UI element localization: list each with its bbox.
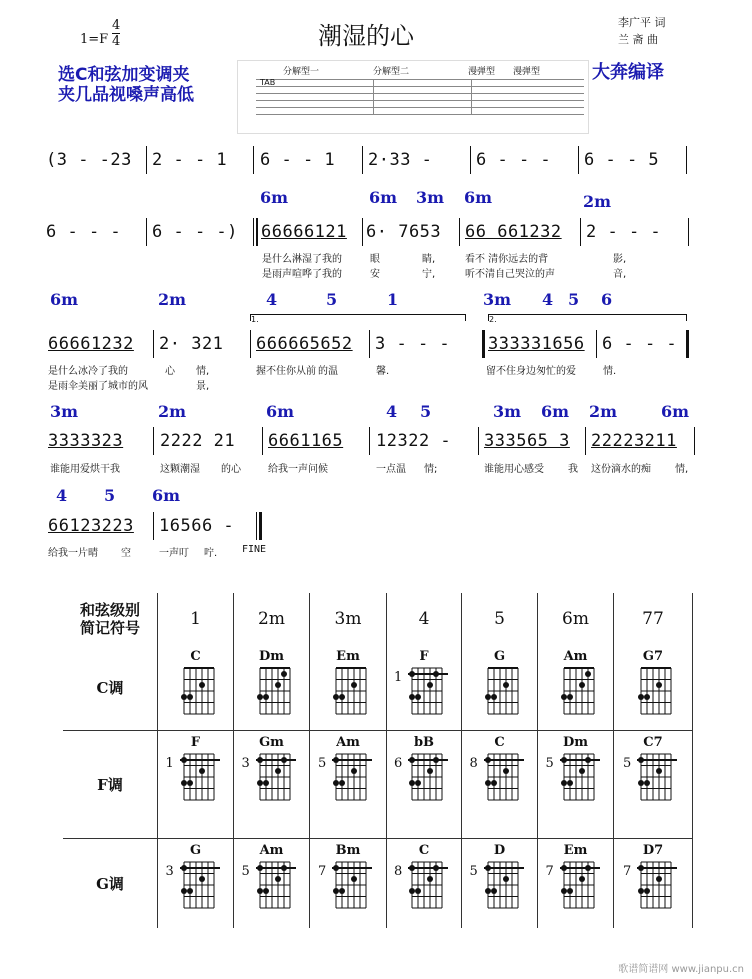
measure: 6 - - - [602, 334, 678, 354]
chord-symbol: 2m [158, 290, 187, 309]
fret-number: 7 [545, 863, 554, 879]
chord-symbol: 2m [158, 402, 187, 421]
fretboard-grid [484, 752, 524, 802]
degree-header: 1 [158, 593, 234, 645]
chord-symbol: 2m [589, 402, 618, 421]
lyric: 一声叮 [159, 548, 189, 559]
fret-number: 7 [318, 863, 327, 879]
measure: 6· 7653 [366, 222, 442, 242]
lyric: 我 [568, 464, 578, 475]
chord-name: D7 [642, 842, 664, 858]
chord-diagram [310, 645, 387, 730]
lyric: 给我一片晴 [48, 548, 98, 559]
chord-symbol: 6m [50, 290, 79, 309]
chord-diagram [387, 730, 462, 838]
chord-diagram [614, 730, 693, 838]
capo-note-1: 选C和弦加变调夹 [58, 65, 190, 85]
fret-number: 5 [241, 863, 250, 879]
lyric: 留不住身边匆忙的爱 [486, 366, 576, 377]
tab-label: 分解型一 [283, 67, 320, 77]
chord-diagram [234, 645, 310, 730]
key-row-label: C调 [63, 645, 158, 730]
lyric: 安 [370, 269, 380, 280]
chord-diagram [387, 645, 462, 730]
lyric: 睛, [422, 254, 436, 265]
fret-number: 8 [469, 755, 478, 771]
measure: 66661232 [48, 334, 134, 354]
chord-chart-table [63, 593, 693, 928]
chord-name: F [190, 734, 201, 750]
table-header-label [63, 593, 158, 645]
chord-symbol: 3m [493, 402, 522, 421]
measure: 3333323 [48, 431, 124, 451]
chord-diagram [310, 730, 387, 838]
measure: 6 - - 1 [260, 150, 336, 170]
lyric: 握不住你从前 [256, 366, 316, 377]
lyric: 心 [165, 366, 175, 377]
fretboard-grid [180, 752, 220, 802]
chord-symbol: 4 [386, 402, 398, 421]
lyric: 这份滴水的痴 [591, 464, 651, 475]
chord-name: F [419, 649, 429, 664]
degree-header: 4 [387, 593, 462, 645]
measure: 6 - - -) [152, 222, 238, 242]
lyric: 音, [613, 269, 627, 280]
lyric: 一点温 [376, 464, 406, 475]
measure: 6 - - - [46, 222, 122, 242]
chord-symbol: 4 [542, 290, 554, 309]
chord-diagram [538, 645, 614, 730]
chord-diagram [310, 838, 387, 928]
chord-symbol: 6m [369, 188, 398, 207]
lyric: 谁能用心感受 [484, 464, 544, 475]
chord-symbol: 5 [568, 290, 580, 309]
measure: 333565 3 [484, 431, 570, 451]
fretboard-grid [484, 666, 524, 716]
fret-number: 6 [394, 755, 403, 771]
fretboard-grid [637, 860, 677, 910]
fretboard-grid [408, 666, 448, 716]
measure: 2 - - - [586, 222, 662, 242]
chord-name: Bm [335, 842, 361, 858]
fretboard-grid [256, 666, 296, 716]
chord-diagram [234, 838, 310, 928]
guitar-tab-patterns [237, 60, 589, 134]
measure: 12322 - [376, 431, 452, 451]
time-top: 4 [112, 18, 121, 33]
key-signature: 1=F [80, 32, 109, 47]
degree-header: 2m [234, 593, 310, 645]
fine-marker: FINE [242, 544, 267, 555]
chord-diagram [158, 838, 234, 928]
measure: 3 - - - [375, 334, 451, 354]
lyric: 给我一声问候 [268, 464, 328, 475]
key-row-label: F调 [63, 730, 158, 838]
chord-name: Dm [562, 734, 589, 750]
lyric: 影, [613, 254, 627, 265]
fret-number: 8 [394, 863, 403, 879]
chord-symbol: 3m [483, 290, 512, 309]
chord-diagram [538, 838, 614, 928]
lyric: 是雨伞美丽了城市的风 [48, 381, 148, 392]
chord-symbol: 4 [56, 486, 68, 505]
degree-header: 77 [614, 593, 693, 645]
fret-number: 1 [165, 755, 174, 771]
chord-symbol: 6 [601, 290, 613, 309]
fret-number: 1 [394, 670, 403, 685]
volta-2: 2. [488, 314, 687, 321]
chord-name: bB [413, 734, 435, 750]
volta-1: 1. [250, 314, 466, 321]
chord-diagram [387, 838, 462, 928]
tab-label: 漫弹型 [468, 67, 496, 77]
chord-name: Dm [258, 649, 285, 664]
chord-symbol: 5 [104, 486, 116, 505]
arranger: 大奔编译 [592, 62, 664, 83]
measure: 22223211 [591, 431, 677, 451]
chord-symbol: 3m [50, 402, 79, 421]
lyric: 情. [603, 366, 617, 377]
chord-symbol: 6m [152, 486, 181, 505]
chord-name: C [418, 842, 430, 858]
fretboard-grid [332, 752, 372, 802]
measure: 66 661232 [465, 222, 562, 242]
chord-symbol: 1 [387, 290, 399, 309]
time-bottom: 4 [112, 34, 121, 49]
composer: 兰 斋 曲 [618, 33, 658, 46]
lyricist: 李广平 词 [618, 16, 666, 29]
chord-diagram [614, 838, 693, 928]
chord-name: Am [336, 734, 360, 750]
header-label-2: 简记符号 [79, 619, 140, 637]
chord-symbol: 2m [583, 192, 612, 211]
chord-name: G [189, 842, 202, 858]
chord-symbol: 6m [541, 402, 570, 421]
chord-symbol: 5 [420, 402, 432, 421]
watermark: 歌谱简谱网 www.jianpu.cn [618, 964, 744, 975]
fretboard-grid [560, 860, 600, 910]
degree-header: 6m [538, 593, 614, 645]
chord-name: Em [336, 649, 360, 664]
fret-number: 7 [623, 863, 632, 879]
chord-symbol: 6m [661, 402, 690, 421]
chord-name: G [493, 649, 506, 664]
measure: 2·33 - [368, 150, 433, 170]
tab-label: 分解型二 [373, 67, 410, 77]
chord-diagram [462, 838, 538, 928]
chord-name: Gm [259, 734, 284, 750]
capo-note-2: 夹几品视嗓声高低 [58, 85, 194, 105]
lyric: 情, [675, 464, 689, 475]
chord-diagram [234, 730, 310, 838]
chord-diagram [158, 645, 234, 730]
chord-symbol: 6m [260, 188, 289, 207]
fretboard-grid [408, 752, 448, 802]
measure: 66123223 [48, 516, 134, 536]
measure: 6 - - 5 [584, 150, 660, 170]
chord-name: C [190, 649, 201, 664]
tab-clef: TAB [260, 78, 276, 87]
fretboard-grid [484, 860, 524, 910]
chord-symbol: 4 [266, 290, 278, 309]
lyric: 是什么冰冷了我的 [48, 366, 128, 377]
measure: (3 - -23 [46, 150, 132, 170]
chord-name: Am [563, 649, 588, 664]
chord-name: Em [563, 842, 588, 858]
fretboard-grid [332, 860, 372, 910]
chord-diagram [158, 730, 234, 838]
fretboard-grid [560, 752, 600, 802]
measure: 16566 - [159, 516, 235, 536]
lyric: 情; [424, 464, 438, 475]
time-signature [112, 18, 120, 49]
measure: 66666121 [261, 222, 347, 242]
lyric: 这颗潮湿 [160, 464, 200, 475]
chord-name: Am [259, 842, 284, 858]
chord-diagram [462, 730, 538, 838]
measure: 2222 21 [160, 431, 236, 451]
lyric: 谁能用爱烘干我 [50, 464, 120, 475]
lyric: 的心 [221, 464, 241, 475]
measure: 6661165 [268, 431, 344, 451]
chord-symbol: 3m [416, 188, 445, 207]
lyric: 宁, [422, 269, 436, 280]
fret-number: 3 [241, 755, 250, 771]
fretboard-grid [256, 860, 296, 910]
chord-diagram [462, 645, 538, 730]
chord-name: C [494, 734, 505, 750]
chord-diagram [538, 730, 614, 838]
fretboard-grid [408, 860, 448, 910]
fretboard-grid [256, 752, 296, 802]
fret-number: 5 [545, 755, 554, 771]
measure: 333331656 [488, 334, 585, 354]
chord-name: D [493, 842, 506, 858]
lyric: 是雨声喧哗了我的 [262, 269, 342, 280]
lyric: 咛. [204, 548, 218, 559]
lyric: 情, [196, 366, 210, 377]
chord-symbol: 6m [464, 188, 493, 207]
key-row-label: G调 [63, 838, 158, 928]
lyric: 的温 [318, 366, 338, 377]
fretboard-grid [180, 666, 220, 716]
lyric: 馨. [376, 366, 390, 377]
lyric: 是什么淋湿了我的 [262, 254, 342, 265]
lyric: 空 [121, 548, 131, 559]
fretboard-grid [332, 666, 372, 716]
measure: 666665652 [256, 334, 353, 354]
fret-number: 3 [165, 863, 174, 879]
chord-symbol: 6m [266, 402, 295, 421]
lyric: 听不清自己哭泣的声 [465, 269, 555, 280]
song-title: 潮湿的心 [318, 22, 414, 50]
measure: 2· 321 [159, 334, 224, 354]
header-label-1: 和弦级别 [79, 601, 140, 619]
fret-number: 5 [318, 755, 327, 771]
fret-number: 5 [623, 755, 632, 771]
chord-name: G7 [642, 649, 664, 664]
fretboard-grid [637, 666, 677, 716]
degree-header: 3m [310, 593, 387, 645]
fretboard-grid [560, 666, 600, 716]
lyric: 眼 [370, 254, 380, 265]
fret-number: 5 [469, 863, 478, 879]
degree-header: 5 [462, 593, 538, 645]
measure: 2 - - 1 [152, 150, 228, 170]
chord-symbol: 5 [326, 290, 338, 309]
fretboard-grid [180, 860, 220, 910]
fretboard-grid [637, 752, 677, 802]
tab-label: 漫弹型 [513, 67, 541, 77]
measure: 6 - - - [476, 150, 552, 170]
chord-name: C7 [643, 734, 663, 750]
chord-diagram [614, 645, 693, 730]
lyric: 看不 清你远去的背 [465, 254, 549, 265]
lyric: 景, [196, 381, 210, 392]
